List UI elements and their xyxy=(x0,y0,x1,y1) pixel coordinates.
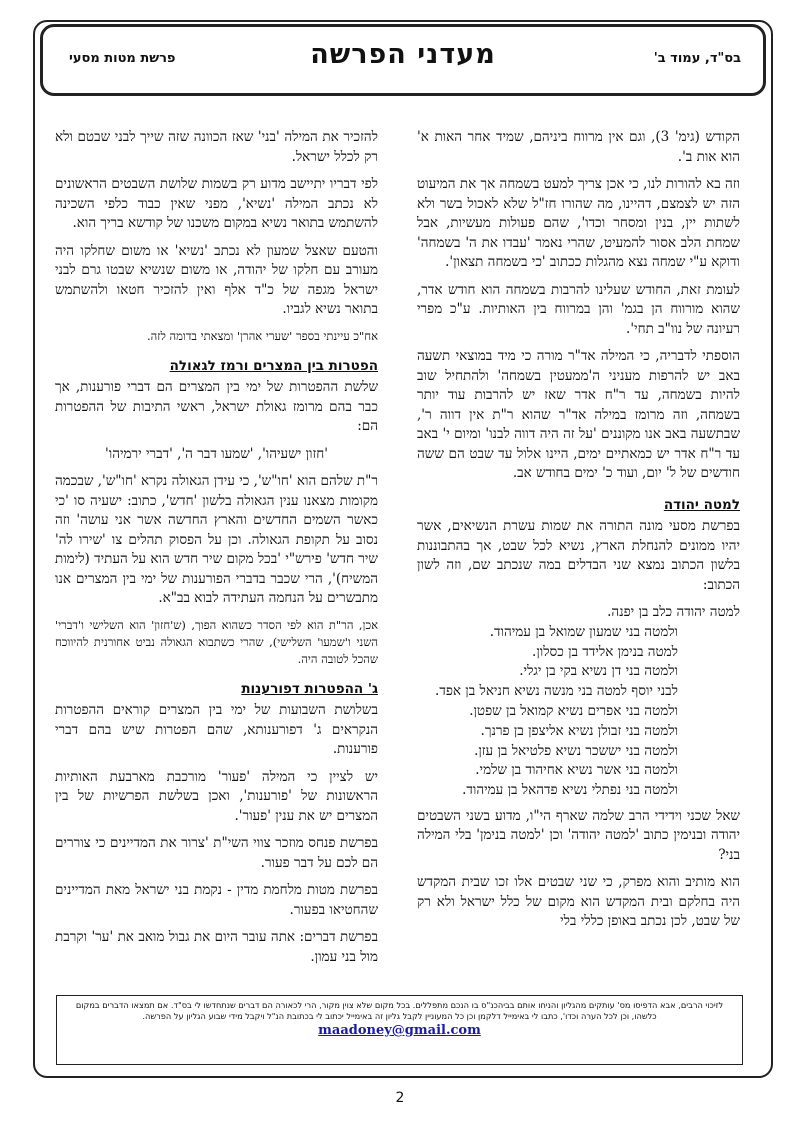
list-item: למטה יהודה כלב בן יפנה. xyxy=(607,604,740,620)
paragraph: הוא מותיב והוא מפרק, כי שני שבטים אלו זכו שבית המקדש היה בחלקם ובית המקדש הוא מקום של כלל ישראל ולא רק של שבט, לכן נכתב באופן כללי בלי xyxy=(417,874,740,930)
list-item: ולמטה בני נפתלי נשיא פדהאל בן עמיהוד. xyxy=(462,782,678,799)
header-date: בס"ד, עמוד ב' xyxy=(653,51,741,66)
paragraph: להזכיר את המילה 'בני' שאז הכוונה שזה שייך לבני שבטם ולא רק לכלל ישראל. xyxy=(55,129,378,165)
list-item: ולמטה בני יששכר נשיא פלטיאל בן עזן. xyxy=(474,742,678,759)
nesiim-list xyxy=(417,603,740,801)
list-item: למטה בנימן אלידד בן כסלון. xyxy=(532,643,678,660)
note: אכן, הר"ת הוא לפי הסדר כשהוא הפוך, (ש'חזון' הוא השלישי ו'דברי' השני ו'שמעו' השלישי), שהרי כשתבוא הגאולה נביט אחורנית להיווכח שהכל לטובה היה. xyxy=(55,617,378,666)
haftarot-quote: 'חזון ישעיהו', 'שמעו דבר ה', 'דברי ירמיהו' xyxy=(105,445,328,462)
paragraph: הקודש (גימ' 3), וגם אין מרווח ביניהם, שמיד אחר האות א' הוא אות ב'. xyxy=(417,129,740,165)
list-item: ולמטה בני אשר נשיא אחיהוד בן שלמי. xyxy=(475,762,678,779)
section-heading: ג' ההפטרות דפורענות xyxy=(241,680,378,697)
paragraph: ר"ת שלהם הוא 'חו"ש', כי עידן הגאולה נקרא 'חו"ש', שבכמה מקומות מצאנו ענין הגאולה בלשון 'חדש', כתוב: ישעיה סו 'כי כאשר השמים החדשים והארץ החדשה אשר אני עושה' וזה נסוב על תקופת הגאולה. וכן על הפסוק תהלים צו 'שירו לה' שיר חדש' פירש"י 'בכל מקום שיר חדש הוא על העתיד (לימות המשיח)', הרי שכבר בדברי הפורענות של ימי בין המצרים אנו מתבשרים על הנחמה העתידה לבוא בב"א. xyxy=(55,473,378,606)
section-heading: למטה יהודה xyxy=(663,496,740,513)
list-item: ולמטה בני דן נשיא בקי בן יגלי. xyxy=(519,663,678,680)
paragraph: יש לציין כי המילה 'פעור' מורכבת מארבעת האותיות הראשונות של 'פורענות', ואכן בשלשת הפרשיות של בין המצרים יש את ענין 'פעור'. xyxy=(55,768,378,824)
page-number: 2 xyxy=(395,1090,405,1106)
paragraph: בפרשת פנחס מוזכר צווי השי"ת 'צרור את המדיינים כי צוררים הם לכם על דבר פעור. xyxy=(55,835,378,871)
paragraph: הוספתי לדבריה, כי המילה אד"ר מורה כי מיד במוצאי תשעה באב יש להרפות מעניני ה'ממעטין בשמחה' ולהתחיל שוב להיות בשמחה, עד ר"ח אדר שאז יש להרבות עוד יותר בשמחה, וזה מרומז במילה אד"ר שהוא ר"ת אין דווה ר', שבתשעה באב אנו מקוננים 'על זה היה דווה לבנו' ומיום י' באב עד ר"ח אדר יש כמאתיים ימים, היינו אלול עד שבט הם ששה חודשים של ל' יום, ועוד כ' ימים בחודש אב. xyxy=(417,348,740,481)
paragraph: בפרשת מטות מלחמת מדין - נקמת בני ישראל מאת המדיינים שהחטיאו בפעור. xyxy=(55,882,378,918)
paragraph: שאל שכני וידידי הרב שלמה שארף הי"ו, מדוע בשני השבטים יהודה ובנימין כתוב 'למטה יהודה' וכן 'למטה בנימן' בלי המילה בני? xyxy=(417,807,740,863)
footer-text: לזיכוי הרבים, אבא הדפיסו מס' עותקים מהגליון והניחו אותם בביהכנ"ס בו הנכם מתפללים. בכל מקום שלא צוין מקור, הרי לכאורה הם דברים שנתחדשו לי בס"ד. אם תמצאו הדברים במקום כלשהו, וכן לכל הערה וכדו', כתבו לי באימייל דלקמן וכן כל המעוניין לקבל גליון זה באימייל יכתוב לי בכתובת הנ"ל ויקבל מידי שבוע הגליון על הפרשה. xyxy=(75,1000,724,1021)
footer-box xyxy=(56,995,743,1065)
page-title: מעדני הפרשה xyxy=(310,39,496,70)
paragraph: לעומת זאת, החודש שעלינו להרבות בשמחה הוא חודש אדר, שהוא מורווח הן בגמ' והן במרווח בין האותיות. ע"כ מפרי רעיונה של נוו"ב תחי'. xyxy=(417,281,740,337)
right-column xyxy=(417,128,740,940)
left-column xyxy=(55,128,378,975)
paragraph: בפרשת מסעי מונה התורה את שמות עשרת הנשיאים, אשר יהיו ממונים להנחלת הארץ, נשיא לכל שבט, אך בהתבוננות בלשון הכתוב נמצא שני הבדלים במה שנכתב שם, וזה לשון הכתוב: xyxy=(417,518,740,593)
header-parasha: פרשת מטות מסעי xyxy=(69,51,176,66)
email-link[interactable]: maadoney@gmail.com xyxy=(318,1023,481,1038)
paragraph: בפרשת דברים: אתה עובר היום את גבול מואב את 'ער' וקרבת מול בני עמון. xyxy=(55,929,378,965)
paragraph: לפי דבריו יתיישב מדוע רק בשמות שלושת השבטים הראשונים לא נכתב המילה 'נשיא', מפני שאין כבוד כלפי השכינה להשתמש בתואר נשיא במקום משכנו של קודשא בריך הוא. xyxy=(55,176,378,231)
note: אח"כ עיינתי בספר 'שערי אהרן' ומצאתי בדומה לזה. xyxy=(146,328,378,343)
list-item: לבני יוסף למטה בני מנשה נשיא חניאל בן אפד. xyxy=(435,683,678,700)
list-item: ולמטה בני שמעון שמואל בן עמיהוד. xyxy=(489,623,678,640)
list-item: ולמטה בני אפרים נשיא קמואל בן שפטן. xyxy=(469,702,678,719)
page-header xyxy=(40,24,766,96)
paragraph: בשלושת השבועות של ימי בין המצרים קוראים ההפטרות הנקראים ג' דפורענותא, שהם הפטרות שיש בהם דברי פורענות. xyxy=(55,702,378,757)
paragraph: וזה בא להורות לנו, כי אכן צריך למעט בשמחה אך את המיעוט הזה יש לצמצם, דהיינו, מה שהורו חז"ל שלא לאכול בשר ולא לשתות יין, בנין ומסחר וכדו', שהם פעולות מעשיות, אבל שמחת הלב אסור להמעיט, שהרי נאמר 'עבדו את ה' בשמחה' ודוקא ע"י שמחה נצא מהגלות ככתוב 'כי בשמחה תצאון'. xyxy=(417,176,740,270)
paragraph: שלשת ההפטרות של ימי בין המצרים הם דברי פורענות, אך כבר בהם מרומז גאולת ישראל, ראשי התיבות של ההפטרות הם: xyxy=(55,379,378,434)
list-item: ולמטה בני זבולן נשיא אליצפן בן פרנך. xyxy=(480,722,678,739)
section-heading: הפטרות בין המצרים ורמז לגאולה xyxy=(169,357,378,374)
paragraph: והטעם שאצל שמעון לא נכתב 'נשיא' או משום שחלקו היה מעורב עם חלקו של יהודה, או משום שנשיא שבטו גרם לבני ישראל מגפה של כ"ד אלף ואין להזכיר חטאו ולהשתמש בתואר נשיא לגביו. xyxy=(55,242,378,317)
